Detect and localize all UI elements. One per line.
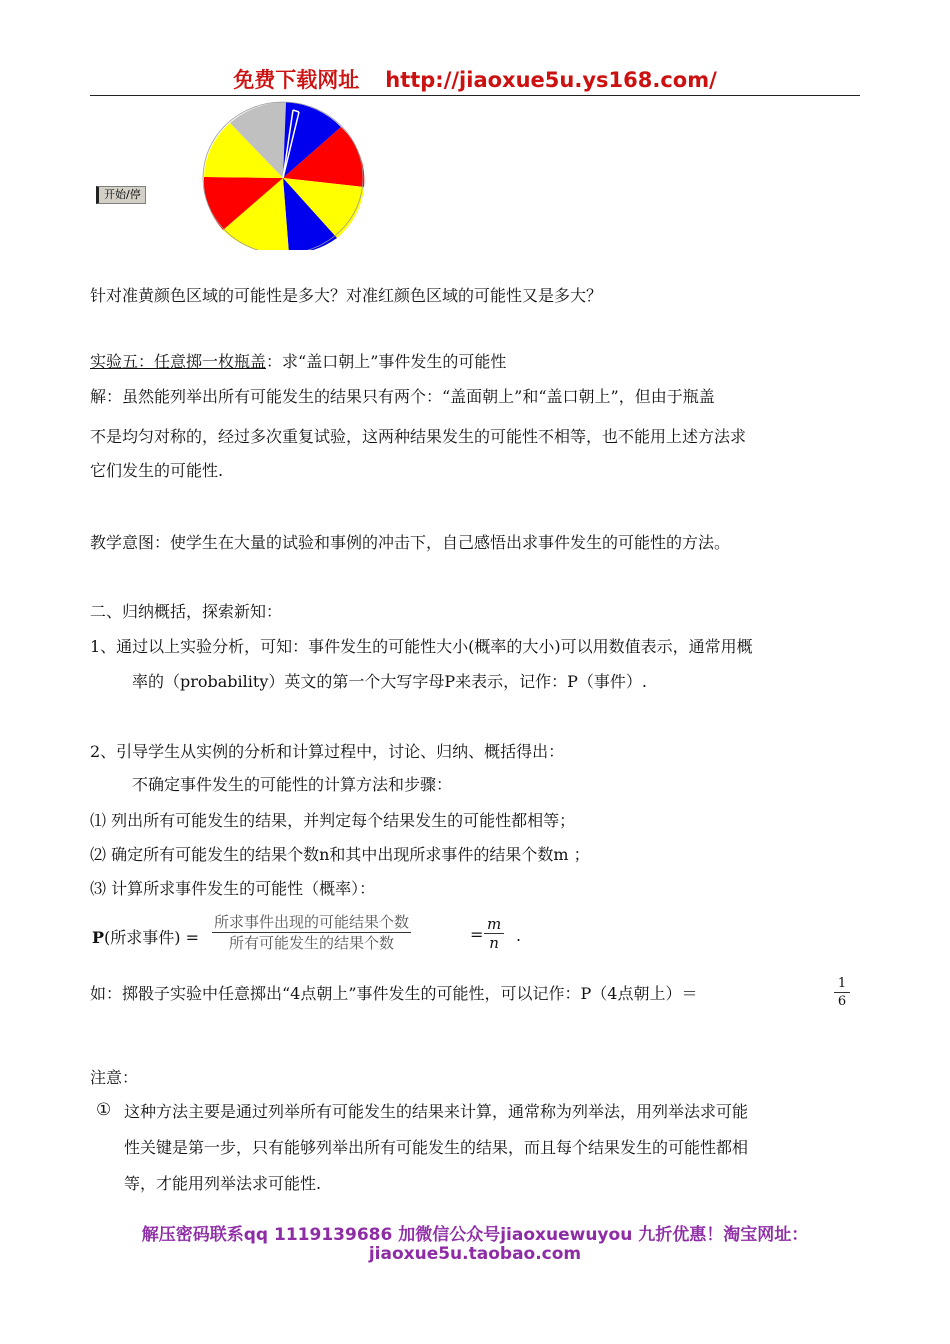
formula-equals: = (470, 925, 484, 944)
teaching-intent: 教学意图：使学生在大量的试验和事例的冲击下，自己感悟出求事件发生的可能性的方法。 (90, 533, 731, 552)
formula-m-over-n (484, 915, 504, 952)
formula-n: n (489, 934, 499, 952)
point2-line-2: 不确定事件发生的可能性的计算方法和步骤： (132, 775, 453, 794)
experiment5-task: ：求“盖口朝上”事件发生的可能性 (266, 352, 507, 371)
formula-fraction (212, 912, 411, 953)
note-1-line-2: 性关键是第一步，只有能够列举出所有可能发生的结果，而且每个结果发生的可能性都相 (124, 1138, 749, 1157)
spinner-wheel (203, 102, 364, 250)
point1-line-2: 率的（probability）英文的第一个大写字母P来表示，记作：P（事件）. (132, 672, 647, 691)
step-2: ⑵ 确定所有可能发生的结果个数n和其中出现所求事件的结果个数m ； (90, 845, 590, 864)
formula-event: (所求事件) = (104, 928, 200, 947)
point1-line-1: 1、通过以上实验分析，可知：事件发生的可能性大小(概率的大小)可以用数值表示，通常用概 (90, 637, 753, 656)
footer-line-2[interactable]: jiaoxue5u.taobao.com (368, 1244, 582, 1264)
header-url[interactable]: http://jiaoxue5u.ys168.com/ (385, 68, 717, 92)
dice-example: 如：掷骰子实验中任意掷出“4点朝上”事件发生的可能性，可以记作：P（4点朝上）＝ (90, 984, 698, 1003)
note-1-line-3: 等，才能用列举法求可能性. (124, 1174, 322, 1193)
solution-line-3: 它们发生的可能性. (90, 461, 224, 480)
formula-lhs (92, 925, 199, 948)
step-1: ⑴ 列出所有可能发生的结果，并判定每个结果发生的可能性都相等； (90, 811, 576, 830)
formula-p: P (92, 928, 105, 947)
fraction-denominator: 6 (837, 994, 847, 1009)
formula-numerator: 所求事件出现的可能结果个数 (214, 913, 410, 931)
formula-period: . (516, 926, 522, 945)
experiment5-title: 实验五：任意掷一枚瓶盖 (90, 352, 267, 371)
formula-denominator: 所有可能发生的结果个数 (229, 934, 395, 952)
start-stop-button[interactable]: 开始/停 (96, 186, 146, 204)
one-sixth-fraction (834, 975, 850, 1010)
section-two-heading: 二、归纳概括，探索新知： (90, 602, 283, 621)
fraction-numerator: 1 (834, 975, 850, 993)
footer-line-1: 解压密码联系qq 1119139686 加微信公众号jiaoxuewuyou 九折优惠！淘宝网址： (141, 1225, 809, 1245)
probability-formula (92, 912, 552, 958)
question-text: 针对准黄颜色区域的可能性是多大？对准红颜色区域的可能性又是多大？ (90, 286, 603, 305)
note-1-marker: ① (96, 1100, 112, 1120)
header-label: 免费下载网址 (233, 68, 360, 92)
page-header (90, 64, 860, 94)
note-1-line-1: 这种方法主要是通过列举所有可能发生的结果来计算，通常称为列举法，用列举法求可能 (124, 1102, 749, 1121)
solution-line-1: 解：虽然能列举出所有可能发生的结果只有两个：“盖面朝上”和“盖口朝上”，但由于瓶盖 (90, 387, 715, 406)
header-divider (90, 95, 860, 96)
step-3: ⑶ 计算所求事件发生的可能性（概率）： (90, 879, 376, 898)
solution-line-2: 不是均匀对称的，经过多次重复试验，这两种结果发生的可能性不相等，也不能用上述方法求 (90, 427, 747, 446)
experiment5-heading (90, 352, 506, 372)
notes-title: 注意： (90, 1068, 139, 1087)
formula-m: m (484, 915, 504, 934)
point2-line-1: 2、引导学生从实例的分析和计算过程中，讨论、归纳、概括得出： (90, 742, 565, 761)
color-spinner[interactable] (198, 100, 378, 250)
